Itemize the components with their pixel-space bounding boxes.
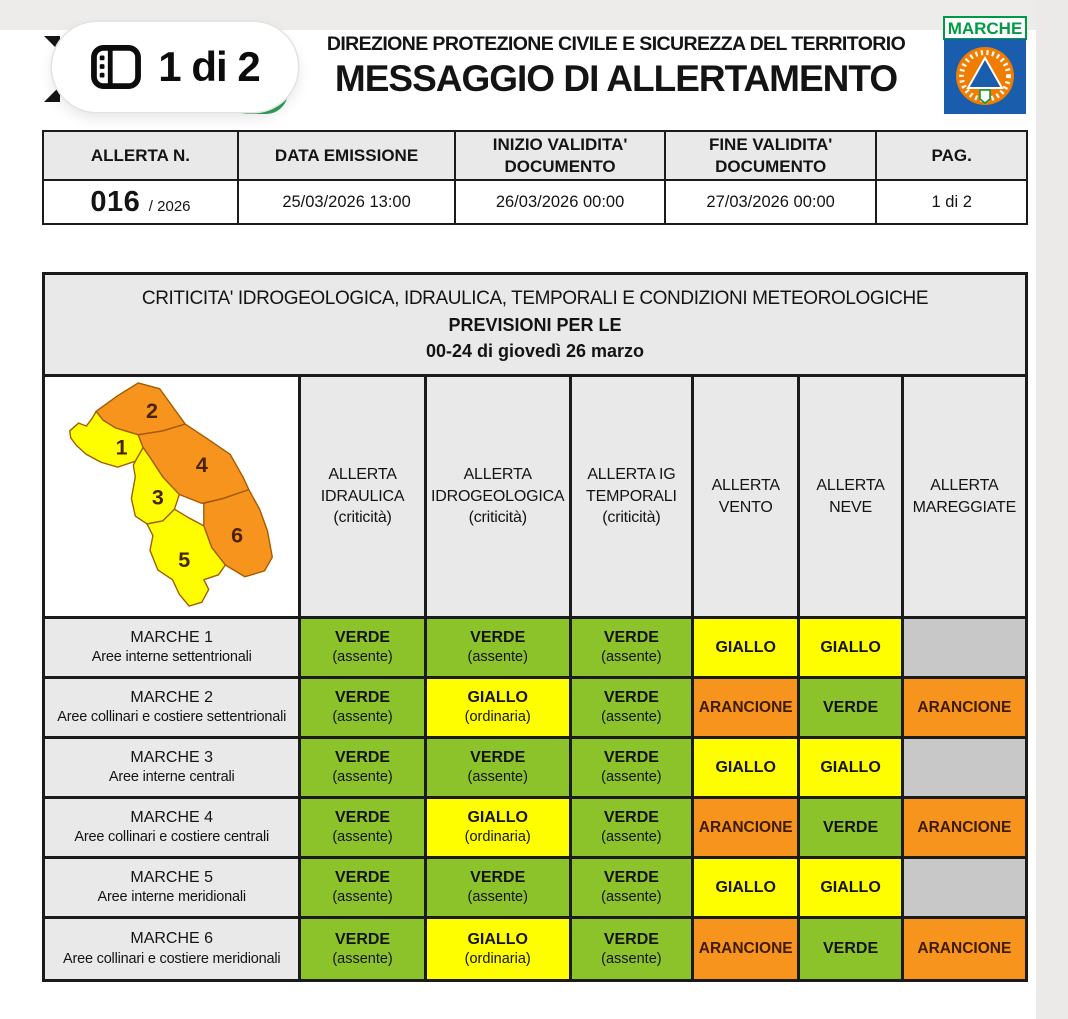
alert-cell-marche-6-col6: ARANCIONE (904, 919, 1025, 979)
validity-start-datetime: 26/03/2026 00:00 (455, 180, 665, 224)
marche-civil-protection-logo (943, 16, 1027, 115)
alert-number-cell (43, 180, 238, 224)
page-indicator-badge[interactable] (52, 22, 298, 112)
alert-cell-marche-1-col1: VERDE (assente) (301, 619, 426, 679)
alert-cell-marche-4-col2: GIALLO (ordinaria) (427, 799, 572, 859)
forecast-title-block (45, 275, 1025, 377)
alert-cell-marche-4-col1: VERDE (assente) (301, 799, 426, 859)
marche-logo-graphic (943, 16, 1027, 115)
pages-icon (90, 44, 142, 90)
column-header-allerta-mareggiate: ALLERTA MAREGGIATE (904, 377, 1025, 619)
alert-cell-marche-6-col4: ARANCIONE (694, 919, 800, 979)
alert-cell-marche-2-col1: VERDE (assente) (301, 679, 426, 739)
map-zone-1-label: 1 (115, 435, 128, 460)
info-header-data-emissione: DATA EMISSIONE (238, 131, 455, 180)
alert-cell-marche-6-col1: VERDE (assente) (301, 919, 426, 979)
alert-cell-marche-2-col3: VERDE (assente) (572, 679, 694, 739)
alert-cell-marche-2-col5: VERDE (800, 679, 903, 739)
map-zone-6-label: 6 (230, 523, 243, 548)
alert-cell-marche-6-col5: VERDE (800, 919, 903, 979)
header-department-line: DIREZIONE PROTEZIONE CIVILE E SICUREZZA DEL TERRITORIO (326, 33, 906, 55)
alert-cell-marche-2-col4: ARANCIONE (694, 679, 800, 739)
alert-cell-marche-4-col4: ARANCIONE (694, 799, 800, 859)
info-header-fine-validita: FINE VALIDITA' DOCUMENTO (665, 131, 877, 180)
alert-cell-marche-5-col6 (904, 859, 1025, 919)
page-number: 1 di 2 (876, 180, 1027, 224)
alert-cell-marche-4-col6: ARANCIONE (904, 799, 1025, 859)
marche-zones-map (45, 377, 301, 619)
map-zone-3-label: 3 (151, 485, 164, 510)
alert-cell-marche-3-col2: VERDE (assente) (427, 739, 572, 799)
validity-end-datetime: 27/03/2026 00:00 (665, 180, 877, 224)
alert-forecast-table (42, 272, 1028, 982)
forecast-title: CRITICITA' IDROGEOLOGICA, IDRAULICA, TEMPORALI E CONDIZIONI METEOROLOGICHE (141, 288, 929, 309)
marche-zones-map-graphic (57, 379, 287, 614)
forecast-subtitle: PREVISIONI PER LE (448, 315, 622, 335)
logo-shield-icon (980, 90, 990, 103)
alert-cell-marche-1-col6 (904, 619, 1025, 679)
alert-year: / 2026 (148, 197, 191, 215)
alert-cell-marche-5-col3: VERDE (assente) (572, 859, 694, 919)
row-label-marche-6: MARCHE 6 Aree collinari e costiere meridionali (45, 919, 301, 979)
alert-cell-marche-3-col6 (904, 739, 1025, 799)
column-header-allerta-ig-temporali: ALLERTA IG TEMPORALI (criticità) (572, 377, 694, 619)
alert-cell-marche-6-col3: VERDE (assente) (572, 919, 694, 979)
row-label-marche-5: MARCHE 5 Aree interne meridionali (45, 859, 301, 919)
alert-cell-marche-1-col4: GIALLO (694, 619, 800, 679)
map-zone-5-label: 5 (177, 547, 190, 572)
alert-cell-marche-5-col4: GIALLO (694, 859, 800, 919)
alert-cell-marche-5-col5: GIALLO (800, 859, 903, 919)
alert-cell-marche-2-col6: ARANCIONE (904, 679, 1025, 739)
row-label-marche-3: MARCHE 3 Aree interne centrali (45, 739, 301, 799)
alert-cell-marche-5-col2: VERDE (assente) (427, 859, 572, 919)
alert-cell-marche-2-col2: GIALLO (ordinaria) (427, 679, 572, 739)
map-zone-2-label: 2 (145, 399, 158, 424)
document-title: MESSAGGIO DI ALLERTAMENTO (334, 58, 898, 99)
viewer-right-strip (1036, 0, 1068, 1019)
column-header-allerta-neve: ALLERTA NEVE (800, 377, 903, 619)
row-label-marche-1: MARCHE 1 Aree interne settentrionali (45, 619, 301, 679)
column-header-allerta-vento: ALLERTA VENTO (694, 377, 800, 619)
alert-cell-marche-3-col5: GIALLO (800, 739, 903, 799)
marche-logo-region-text: MARCHE (947, 19, 1023, 38)
forecast-period: 00-24 di giovedì 26 marzo (425, 341, 645, 361)
emission-datetime: 25/03/2026 13:00 (238, 180, 455, 224)
alert-cell-marche-3-col3: VERDE (assente) (572, 739, 694, 799)
alert-cell-marche-4-col5: VERDE (800, 799, 903, 859)
alert-cell-marche-6-col2: GIALLO (ordinaria) (427, 919, 572, 979)
alert-cell-marche-4-col3: VERDE (assente) (572, 799, 694, 859)
alert-cell-marche-3-col4: GIALLO (694, 739, 800, 799)
alert-cell-marche-1-col2: VERDE (assente) (427, 619, 572, 679)
column-header-allerta-idrogeologica: ALLERTA IDROGEOLOGICA (criticità) (427, 377, 572, 619)
alert-cell-marche-5-col1: VERDE (assente) (301, 859, 426, 919)
info-header-pag: PAG. (876, 131, 1027, 180)
row-label-marche-4: MARCHE 4 Aree collinari e costiere centrali (45, 799, 301, 859)
alert-number: 016 (90, 185, 141, 218)
alert-cell-marche-3-col1: VERDE (assente) (301, 739, 426, 799)
page-indicator-label: 1 di 2 (158, 43, 260, 90)
document-info-table (42, 130, 1028, 225)
map-zone-4-label: 4 (195, 453, 208, 478)
alert-cell-marche-1-col3: VERDE (assente) (572, 619, 694, 679)
row-label-marche-2: MARCHE 2 Aree collinari e costiere settentrionali (45, 679, 301, 739)
info-header-inizio-validita: INIZIO VALIDITA' DOCUMENTO (455, 131, 665, 180)
info-header-allerta-n: ALLERTA N. (43, 131, 238, 180)
column-header-allerta-idraulica: ALLERTA IDRAULICA (criticità) (301, 377, 426, 619)
alert-cell-marche-1-col5: GIALLO (800, 619, 903, 679)
